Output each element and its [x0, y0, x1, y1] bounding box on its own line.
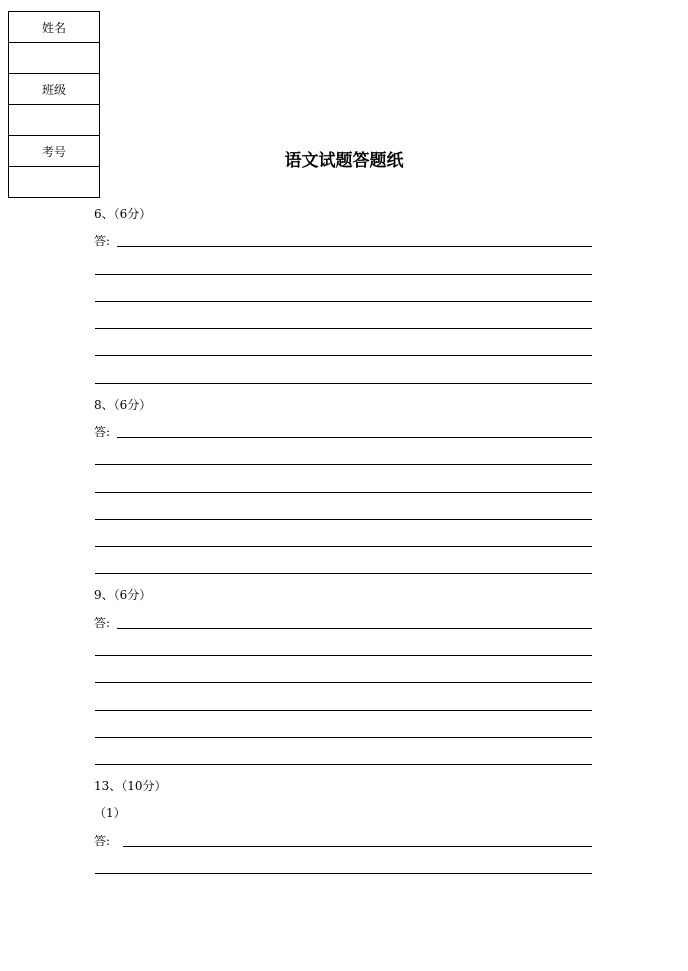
- exam-number-label: 考号: [9, 136, 100, 167]
- question-8-answer-line[interactable]: [95, 573, 592, 574]
- question-9-answer-line[interactable]: [95, 764, 592, 765]
- class-label: 班级: [9, 74, 100, 105]
- exam-number-field[interactable]: [9, 167, 100, 198]
- question-8-answer-line[interactable]: [95, 546, 592, 547]
- question-6-answer-line[interactable]: [95, 301, 592, 302]
- question-6-answer-line[interactable]: [95, 328, 592, 329]
- question-8-answer-line[interactable]: [95, 492, 592, 493]
- question-6-answer-line[interactable]: [117, 246, 592, 247]
- question-8-answer-prefix: 答:: [94, 425, 111, 439]
- page-title: 语文试题答题纸: [284, 151, 404, 171]
- question-13-answer-line[interactable]: [123, 846, 592, 847]
- question-9-answer-line[interactable]: [95, 682, 592, 683]
- class-field[interactable]: [9, 105, 100, 136]
- question-9-answer-line[interactable]: [95, 710, 592, 711]
- question-13-sub-label: （1）: [94, 806, 126, 820]
- question-6-answer-line[interactable]: [95, 274, 592, 275]
- name-label: 姓名: [9, 12, 100, 43]
- question-9-label: 9、（6分）: [94, 588, 152, 602]
- question-6-answer-prefix: 答:: [94, 234, 111, 248]
- question-6-answer-line[interactable]: [95, 383, 592, 384]
- question-8-answer-line[interactable]: [95, 464, 592, 465]
- question-9-answer-line[interactable]: [95, 737, 592, 738]
- question-8-answer-line[interactable]: [117, 437, 592, 438]
- question-8-answer-line[interactable]: [95, 519, 592, 520]
- question-13-answer-prefix: 答:: [94, 834, 111, 848]
- question-6-answer-line[interactable]: [95, 355, 592, 356]
- question-13-label: 13、（10分）: [94, 779, 167, 793]
- question-9-answer-prefix: 答:: [94, 616, 111, 630]
- question-9-answer-line[interactable]: [95, 655, 592, 656]
- question-8-label: 8、（6分）: [94, 398, 152, 412]
- question-6-label: 6、（6分）: [94, 207, 152, 221]
- question-9-answer-line[interactable]: [117, 628, 592, 629]
- name-field[interactable]: [9, 43, 100, 74]
- question-13-answer-line[interactable]: [95, 873, 592, 874]
